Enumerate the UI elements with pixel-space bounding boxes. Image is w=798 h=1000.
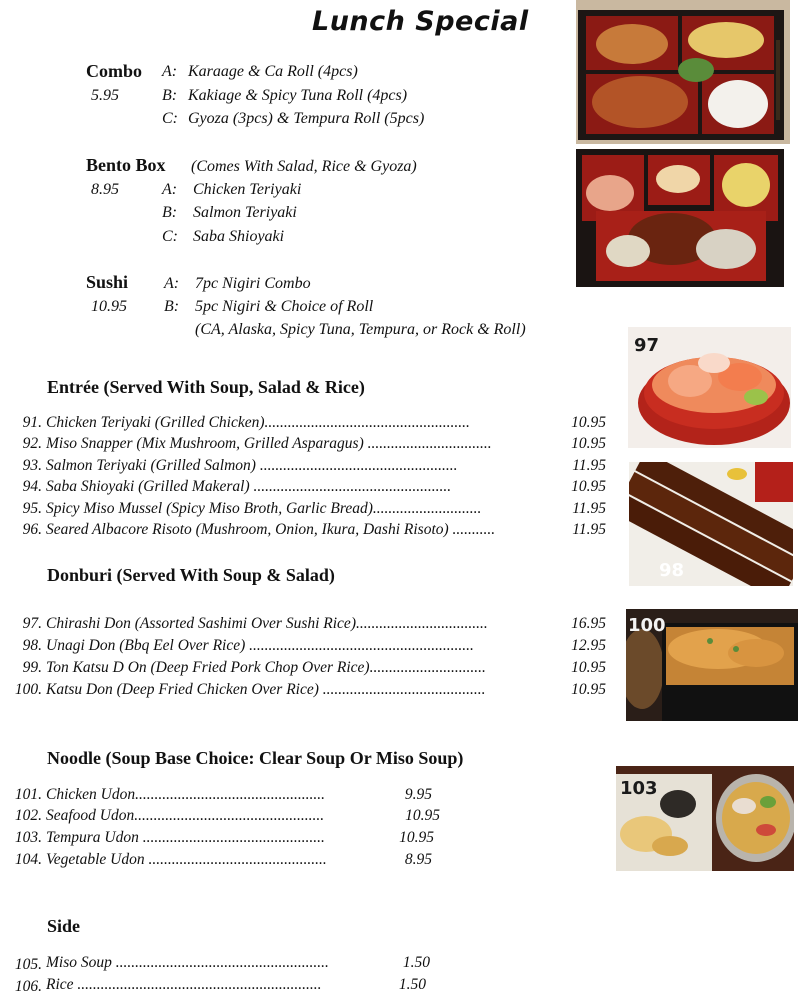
sushi-letter-b: B:	[164, 298, 180, 315]
combo-name: Combo	[86, 61, 143, 81]
entree-price: 10.95	[571, 414, 606, 431]
photo-tag: 100	[628, 615, 666, 636]
noodle-price: 8.95	[404, 851, 432, 868]
entree-item: Miso Snapper (Mix Mushroom, Grilled Asparagus) ................................	[46, 435, 492, 452]
entree-item: Seared Albacore Risoto (Mushroom, Onion, Ikura, Dashi Risoto) ...........	[46, 521, 496, 538]
sushi-letter-a: A:	[164, 275, 180, 292]
entree-price: 11.95	[572, 457, 606, 474]
entree-item: Chicken Teriyaki (Grilled Chicken).....................................................	[46, 414, 470, 431]
donburi-item: Chirashi Don (Assorted Sashimi Over Sushi Rice)..................................	[46, 615, 488, 632]
donburi-num: 97.	[22, 615, 42, 632]
combo-letter-b: B:	[162, 87, 178, 104]
chirashi-photo	[628, 327, 791, 448]
bento-letter-c: C:	[162, 228, 178, 245]
entree-item: Spicy Miso Mussel (Spicy Miso Broth, Garlic Bread)............................	[46, 500, 482, 517]
donburi-item: Ton Katsu D On (Deep Fried Pork Chop Over Rice)..............................	[46, 659, 486, 676]
donburi-item: Unagi Don (Bbq Eel Over Rice) ..........................................................	[46, 637, 474, 654]
entree-num: 91.	[22, 414, 42, 431]
page-title: Lunch Special	[312, 6, 529, 37]
noodle-num: 104.	[14, 851, 42, 868]
donburi-price: 12.95	[571, 637, 606, 654]
sushi-note: (CA, Alaska, Spicy Tuna, Tempura, or Rock & Roll)	[195, 321, 526, 338]
combo-photo	[576, 0, 790, 144]
noodle-item: Seafood Udon.................................................	[46, 807, 325, 824]
noodle-price: 9.95	[404, 786, 432, 803]
entree-price: 11.95	[572, 521, 606, 538]
entree-item: Saba Shioyaki (Grilled Makeral) ...................................................	[46, 478, 452, 495]
bento-item-a: Chicken Teriyaki	[193, 181, 302, 198]
sushi-item-b: 5pc Nigiri & Choice of Roll	[195, 298, 374, 315]
entree-num: 93.	[22, 457, 42, 474]
katsu-photo	[626, 609, 798, 721]
combo-letter-a: A:	[162, 63, 178, 80]
combo-item-a: Karaage & Ca Roll (4pcs)	[188, 63, 358, 80]
donburi-header: Donburi (Served With Soup & Salad)	[47, 565, 335, 585]
donburi-num: 99.	[22, 659, 42, 676]
photo-tag: 103	[620, 778, 658, 799]
entree-price: 11.95	[572, 500, 606, 517]
bento-photo	[576, 149, 784, 287]
noodle-num: 102.	[14, 807, 42, 824]
noodle-item: Vegetable Udon ..............................................	[46, 851, 327, 868]
bento-item-b: Salmon Teriyaki	[193, 204, 297, 221]
side-item: Rice ...............................................................	[46, 976, 322, 993]
entree-num: 94.	[22, 478, 42, 495]
donburi-price: 10.95	[571, 659, 606, 676]
bento-note: (Comes With Salad, Rice & Gyoza)	[191, 158, 417, 175]
entree-num: 96.	[22, 521, 42, 538]
entree-num: 95.	[22, 500, 42, 517]
sushi-name: Sushi	[86, 272, 129, 292]
noodle-price: 10.95	[399, 829, 434, 846]
side-header: Side	[47, 916, 81, 936]
side-num: 106.	[14, 978, 42, 995]
side-price: 1.50	[402, 954, 430, 971]
bento-letter-a: A:	[162, 181, 178, 198]
side-num: 105.	[14, 956, 42, 973]
sushi-item-a: 7pc Nigiri Combo	[195, 275, 311, 292]
sushi-price: 10.95	[91, 298, 127, 315]
entree-num: 92.	[22, 435, 42, 452]
combo-letter-c: C:	[162, 110, 178, 127]
bento-photo-image	[576, 149, 784, 287]
unagi-photo-image	[629, 462, 793, 586]
photo-tag: 97	[634, 335, 660, 356]
udon-photo	[616, 766, 794, 871]
combo-photo-image	[576, 0, 790, 144]
donburi-item: Katsu Don (Deep Fried Chicken Over Rice) ..........................................	[46, 681, 486, 698]
entree-price: 10.95	[571, 435, 606, 452]
noodle-header: Noodle (Soup Base Choice: Clear Soup Or Miso Soup)	[47, 748, 464, 768]
noodle-num: 101.	[14, 786, 42, 803]
entree-header: Entrée (Served With Soup, Salad & Rice)	[47, 377, 365, 397]
bento-item-c: Saba Shioyaki	[193, 228, 285, 245]
noodle-item: Tempura Udon ...............................................	[46, 829, 325, 846]
side-item: Miso Soup .......................................................	[46, 954, 329, 971]
noodle-item: Chicken Udon.................................................	[46, 786, 325, 803]
side-price: 1.50	[398, 976, 426, 993]
combo-item-b: Kakiage & Spicy Tuna Roll (4pcs)	[188, 87, 408, 104]
combo-item-c: Gyoza (3pcs) & Tempura Roll (5pcs)	[188, 110, 425, 127]
noodle-price: 10.95	[405, 807, 440, 824]
donburi-num: 98.	[22, 637, 42, 654]
bento-letter-b: B:	[162, 204, 178, 221]
unagi-photo	[629, 462, 793, 586]
entree-price: 10.95	[571, 478, 606, 495]
entree-item: Salmon Teriyaki (Grilled Salmon) ...................................................	[46, 457, 458, 474]
donburi-num: 100.	[14, 681, 42, 698]
donburi-price: 10.95	[571, 681, 606, 698]
noodle-num: 103.	[14, 829, 42, 846]
bento-price: 8.95	[91, 181, 119, 198]
donburi-price: 16.95	[571, 615, 606, 632]
photo-tag: 98	[659, 560, 685, 581]
bento-name: Bento Box	[86, 155, 166, 175]
combo-price: 5.95	[91, 87, 119, 104]
